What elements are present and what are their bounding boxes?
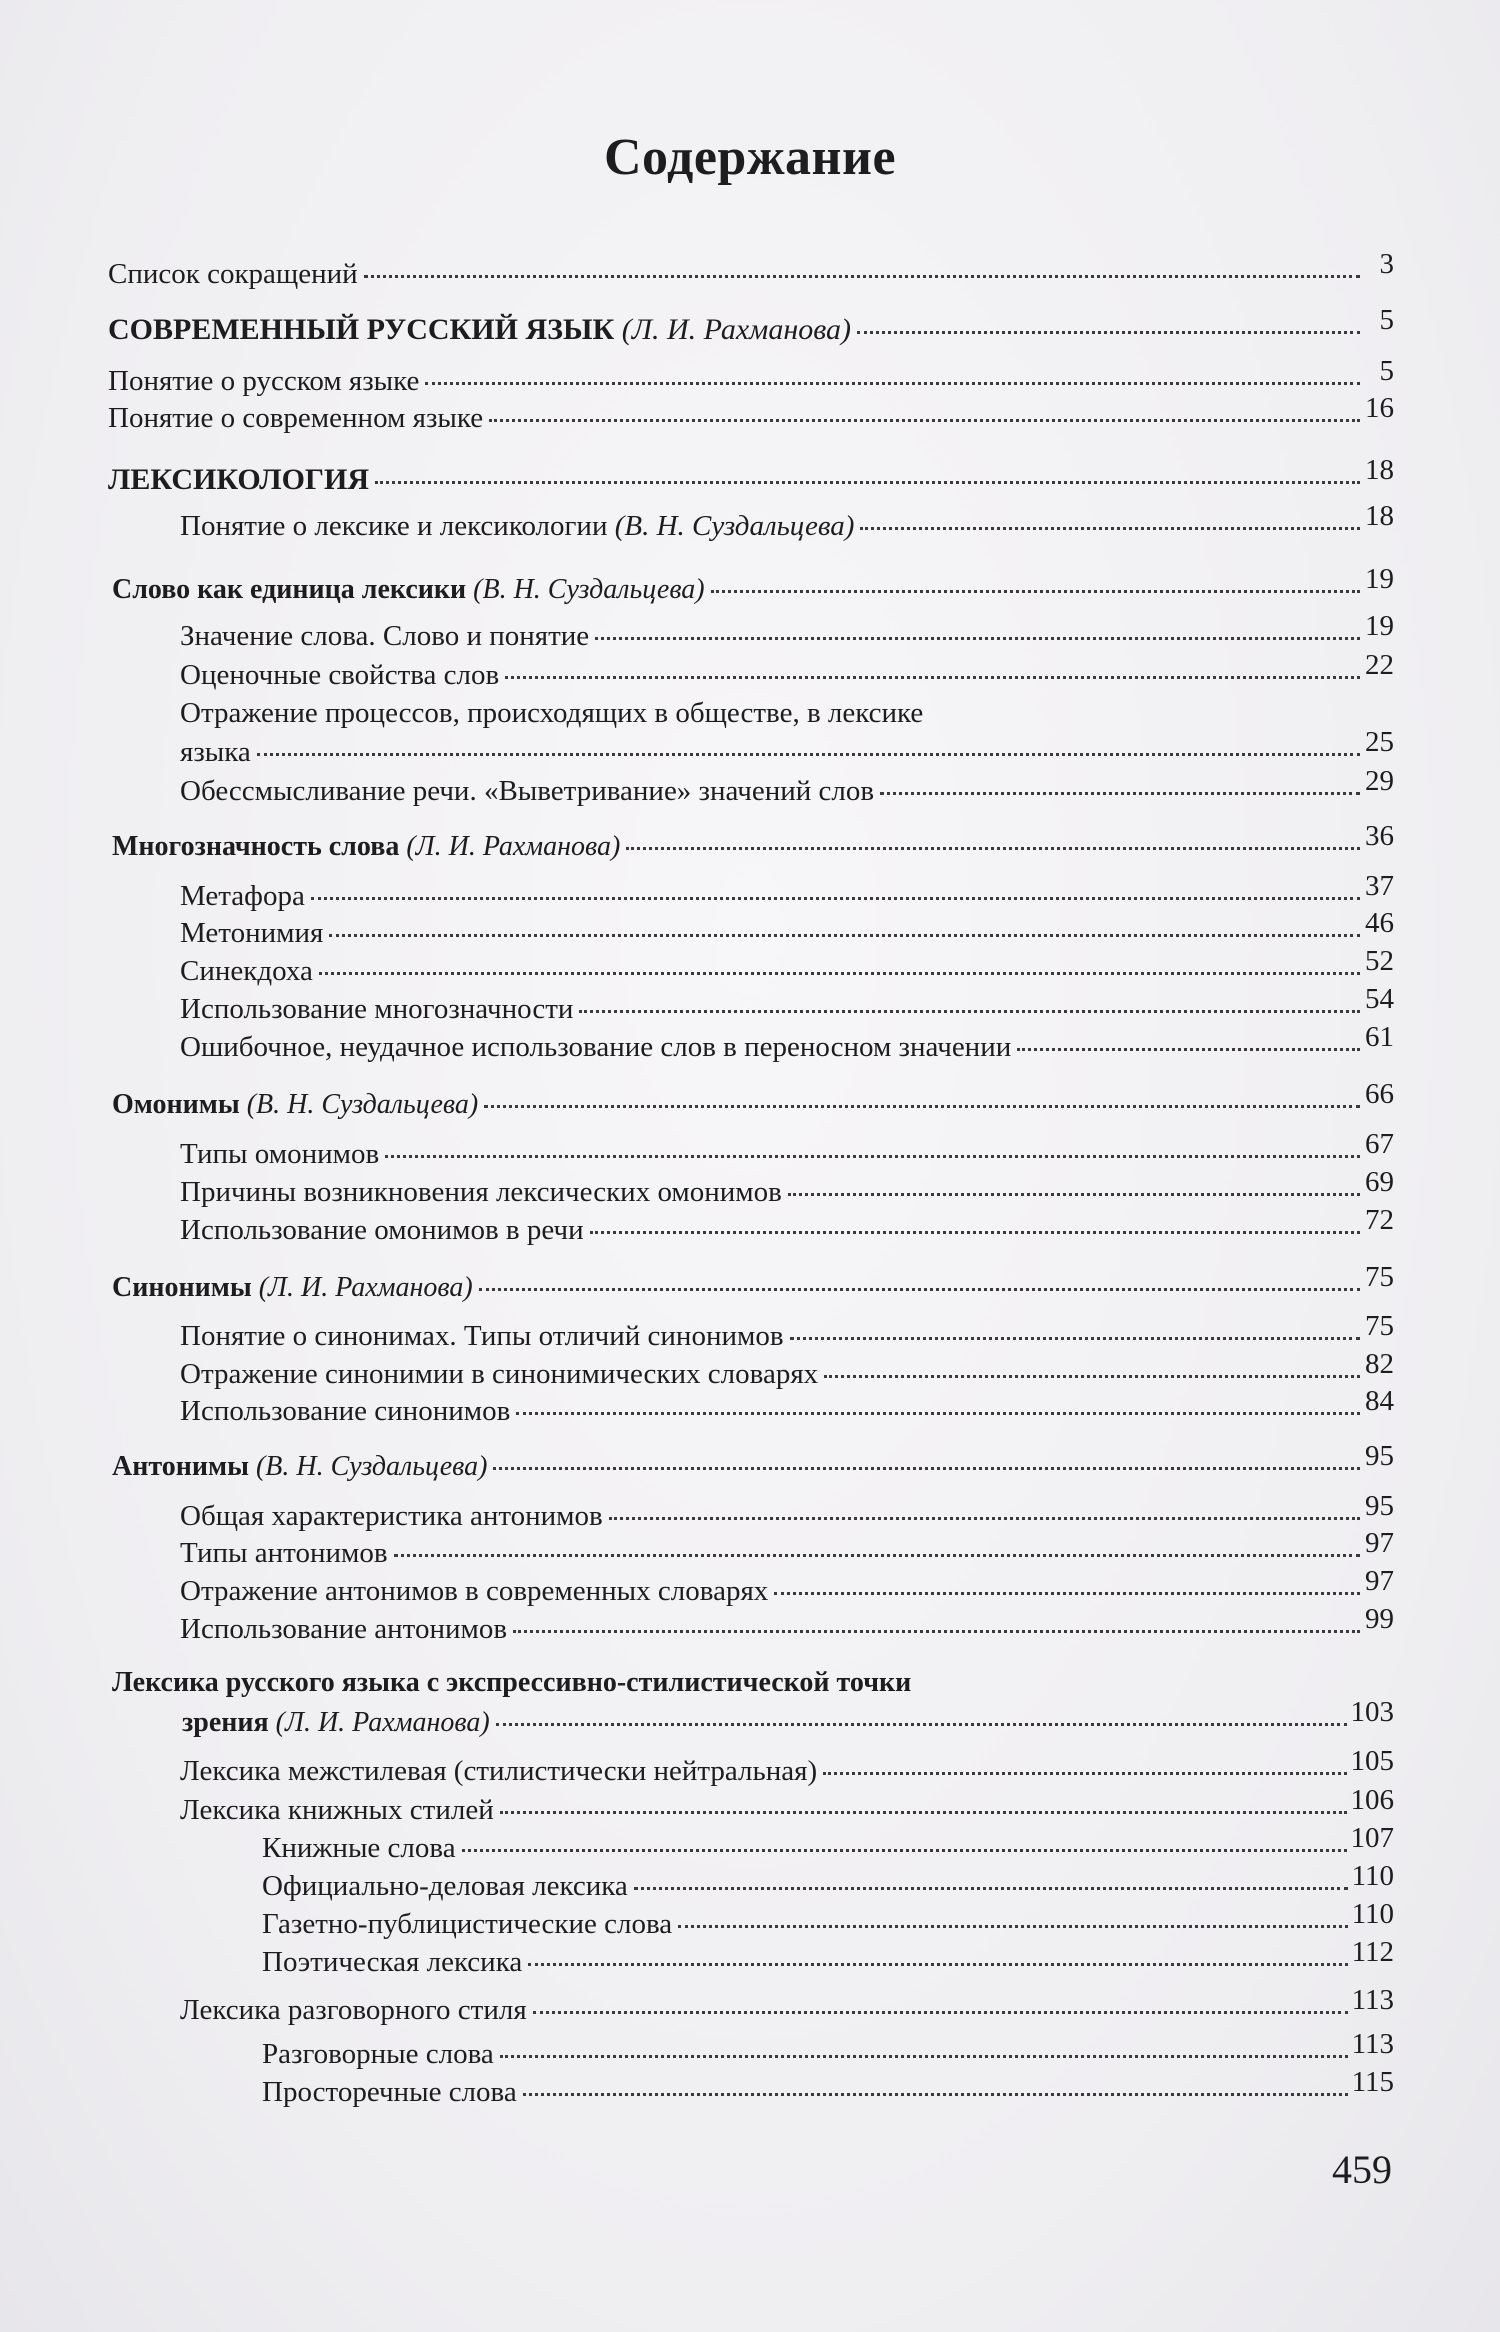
dot-leader (626, 847, 1360, 850)
toc-entry-author: (Л. И. Рахманова) (275, 1707, 490, 1738)
toc-entry-page: 36 (1365, 820, 1394, 852)
dot-leader (364, 275, 1360, 278)
toc-entry-author: (В. Н. Суздальцева) (614, 510, 855, 542)
toc-entry-page: 95 (1365, 1490, 1394, 1522)
toc-entry-title (262, 1834, 456, 1863)
toc-entry-title (108, 465, 369, 495)
dot-leader (319, 972, 1360, 975)
toc-entry-page: 95 (1365, 1440, 1394, 1472)
toc-entry-text: СОВРЕМЕННЫЙ РУССКИЙ ЯЗЫК (108, 313, 615, 346)
toc-entry-text: Типы антонимов (180, 1537, 388, 1569)
dot-leader (1017, 1048, 1360, 1051)
dot-leader (590, 1231, 1360, 1234)
toc-entry-author: (В. Н. Суздальцева) (246, 1089, 479, 1120)
toc-entry[interactable] (180, 1565, 1394, 1607)
toc-entry-title (180, 1615, 507, 1644)
toc-entry-title (180, 919, 323, 948)
toc-entry-page: 18 (1365, 454, 1394, 486)
toc-entry-page: 105 (1350, 1745, 1394, 1777)
dot-leader (479, 1288, 1360, 1291)
toc-entry-page: 54 (1365, 983, 1394, 1015)
toc-entry-title (180, 882, 305, 911)
toc-entry-page: 75 (1365, 1261, 1394, 1293)
toc-entry-title (180, 1996, 527, 2025)
toc-entry[interactable] (262, 1860, 1394, 1902)
toc-entry-page: 46 (1365, 907, 1394, 939)
dot-leader (824, 1375, 1360, 1378)
toc-entry-text: Лексика книжных стилей (180, 1794, 494, 1826)
toc-entry-title (180, 1539, 388, 1568)
toc-entry[interactable] (180, 610, 1394, 652)
toc-entry[interactable] (112, 563, 1394, 605)
toc-entry-page: 107 (1350, 1822, 1394, 1854)
toc-entry-page: 18 (1365, 500, 1394, 532)
toc-entry-text: Многозначность слова (112, 831, 400, 862)
toc-entry[interactable] (180, 1204, 1394, 1246)
toc-entry-title (180, 1577, 768, 1606)
toc-entry-page: 110 (1351, 1860, 1394, 1892)
toc-entry-page: 52 (1365, 945, 1394, 977)
toc-entry-title (112, 1091, 478, 1119)
dot-leader (788, 1193, 1360, 1196)
toc-entry-title (112, 1274, 473, 1302)
dot-leader (311, 897, 1360, 900)
toc-entry-page: 75 (1365, 1310, 1394, 1342)
toc-entry-text: Лексика межстилевая (стилистически нейтральная) (180, 1755, 818, 1787)
dot-leader (484, 1105, 1360, 1108)
dot-leader (500, 1811, 1347, 1814)
toc-entry-title (180, 995, 573, 1024)
dot-leader (774, 1592, 1360, 1595)
toc-entry-title (180, 512, 854, 541)
toc-entry[interactable] (180, 765, 1394, 807)
toc-entry-title (180, 1502, 603, 1531)
dot-leader (489, 419, 1360, 422)
toc-entry-title (112, 833, 620, 861)
toc-entry[interactable] (180, 945, 1394, 987)
toc-entry-text: Лексика разговорного стиля (180, 1994, 527, 2026)
dot-leader (609, 1517, 1360, 1520)
toc-entry-page: 25 (1365, 726, 1394, 758)
toc-entry[interactable] (180, 1784, 1394, 1826)
toc-entry-page: 5 (1379, 355, 1394, 387)
toc-entry-author: (В. Н. Суздальцева) (473, 574, 705, 605)
toc-entry-text: Понятие о современном языке (108, 402, 484, 434)
toc-entry-title (112, 1453, 487, 1481)
toc-entry[interactable] (262, 1822, 1394, 1864)
toc-entry-title (180, 1140, 379, 1169)
toc-entry-title (108, 404, 483, 433)
dot-leader (595, 637, 1360, 640)
toc-entry-text: Официально-деловая лексика (262, 1870, 628, 1902)
toc-entry-page: 22 (1365, 649, 1394, 681)
toc-entry[interactable] (108, 355, 1394, 397)
toc-entry[interactable] (180, 1128, 1394, 1170)
toc-entry-page: 19 (1365, 610, 1394, 642)
toc-entry-page: 115 (1351, 2066, 1394, 2098)
toc-entry[interactable] (180, 1490, 1394, 1532)
toc-entry-text: языка (180, 736, 251, 768)
toc-entry-page: 3 (1379, 248, 1394, 280)
toc-entry-text: Типы омонимов (180, 1138, 380, 1170)
toc-entry[interactable] (180, 1348, 1394, 1390)
toc-entry-page: 72 (1365, 1204, 1394, 1236)
dot-leader (857, 331, 1360, 334)
toc-entry[interactable] (180, 1745, 1394, 1787)
dot-leader (579, 1010, 1360, 1013)
toc-entry[interactable] (182, 1696, 1394, 1738)
toc-entry-text: Книжные слова (262, 1832, 456, 1864)
toc-entry[interactable] (112, 1078, 1394, 1120)
dot-leader (462, 1849, 1347, 1852)
toc-entry[interactable] (180, 500, 1394, 542)
dot-leader (880, 792, 1360, 795)
dot-leader (505, 676, 1360, 679)
toc-entry[interactable] (262, 1898, 1394, 1940)
dot-leader (711, 590, 1360, 593)
toc-entry-title (262, 2078, 517, 2107)
toc-entry-author: (Л. И. Рахманова) (406, 831, 621, 862)
dot-leader (425, 382, 1360, 385)
toc-entry-page: 19 (1365, 563, 1394, 595)
toc-entry[interactable] (108, 304, 1394, 346)
toc-entry-page: 67 (1365, 1128, 1394, 1160)
toc-entry-page: 106 (1350, 1784, 1394, 1816)
toc-entry[interactable] (180, 726, 1394, 768)
toc-entry-title (262, 1872, 628, 1901)
toc-entry-text: Синонимы (112, 1272, 252, 1303)
toc-entry-page: 99 (1365, 1603, 1394, 1635)
toc-entry-text: Использование многозначности (180, 993, 574, 1025)
toc-entry-text: Общая характеристика антонимов (180, 1500, 603, 1532)
dot-leader (513, 1630, 1360, 1633)
dot-leader (493, 1467, 1360, 1470)
toc-entry-page: 61 (1365, 1021, 1394, 1053)
toc-entry[interactable] (180, 983, 1394, 1025)
toc-entry-text: Использование омонимов в речи (180, 1214, 584, 1246)
toc-entry[interactable] (180, 1166, 1394, 1208)
toc-entry-title (180, 1322, 784, 1351)
dot-leader (860, 527, 1360, 530)
toc-entry-title (180, 622, 589, 651)
toc-entry-title (180, 1397, 510, 1426)
toc-entry-title (180, 1796, 494, 1825)
toc-entry[interactable] (180, 1603, 1394, 1645)
toc-entry-title (180, 777, 874, 806)
dot-leader (500, 2055, 1348, 2058)
toc-entry-title (180, 1178, 782, 1207)
toc-entry-page: 37 (1365, 870, 1394, 902)
toc-entry-text: Разговорные слова (262, 2038, 494, 2070)
toc-entry[interactable] (180, 1984, 1394, 2026)
toc-entry-page: 113 (1351, 2028, 1394, 2060)
toc-entry-author: (Л. И. Рахманова) (621, 313, 852, 346)
toc-entry-page: 82 (1365, 1348, 1394, 1380)
toc-entry-text: Слово как единица лексики (112, 574, 467, 605)
toc-entry[interactable] (180, 1310, 1394, 1352)
toc-entry[interactable] (262, 2028, 1394, 2070)
dot-leader (496, 1723, 1347, 1726)
toc-entry[interactable] (108, 392, 1394, 434)
toc-entry-text: Отражение синонимии в синонимических словарях (180, 1358, 819, 1390)
toc-entry[interactable] (112, 1261, 1394, 1303)
dot-leader (823, 1772, 1346, 1775)
toc-entry-page: 5 (1379, 304, 1394, 336)
toc-entry-text: ЛЕКСИКОЛОГИЯ (108, 463, 369, 496)
toc-entry[interactable] (180, 870, 1394, 912)
toc-entry-text: Газетно-публицистические слова (262, 1908, 673, 1940)
toc-entry-page: 103 (1350, 1696, 1394, 1728)
toc-entry[interactable] (180, 649, 1394, 691)
toc-entry-page: 84 (1365, 1385, 1394, 1417)
toc-entry-title (180, 1216, 584, 1245)
dot-leader (678, 1925, 1347, 1928)
toc-entry-text: Понятие о русском языке (108, 365, 420, 397)
toc-entry-title (180, 1033, 1011, 1062)
dot-leader (523, 2093, 1348, 2096)
toc-entry-title (180, 1360, 818, 1389)
dot-leader (634, 1887, 1348, 1890)
toc-entry-text: Отражение антонимов в современных словарях (180, 1575, 769, 1607)
toc-entry-text: Просторечные слова (262, 2076, 517, 2108)
dot-leader (516, 1412, 1360, 1415)
toc-entry-page: 110 (1351, 1898, 1394, 1930)
dot-leader (394, 1554, 1360, 1557)
toc-entry-page: 69 (1365, 1166, 1394, 1198)
toc-entry-text: Список сокращений (108, 258, 358, 290)
toc-entry-text: Значение слова. Слово и понятие (180, 620, 590, 652)
toc-entry-text: зрения (182, 1707, 269, 1738)
toc-entry-page: 97 (1365, 1527, 1394, 1559)
toc-entry-text: Причины возникновения лексических омонимов (180, 1176, 782, 1208)
toc-entry-text: Метафора (180, 880, 305, 912)
toc-entry-title (262, 2040, 494, 2069)
dot-leader (329, 934, 1360, 937)
toc-entry-title (180, 957, 313, 986)
toc-entry-text: Синекдоха (180, 955, 313, 987)
dot-leader (533, 2011, 1348, 2014)
toc-entry-author: (В. Н. Суздальцева) (255, 1451, 488, 1482)
toc-entry-page: 29 (1365, 765, 1394, 797)
toc-entry-text: Ошибочное, неудачное использование слов в переносном значении (180, 1031, 1012, 1063)
toc-entry-title (108, 367, 419, 396)
toc-entry-text: Метонимия (180, 917, 324, 949)
toc-entry-text: Поэтическая лексика (262, 1946, 523, 1978)
toc-entry-title (180, 738, 251, 767)
toc-entry-text: Омонимы (112, 1089, 240, 1120)
toc-entry-title (180, 1757, 817, 1786)
toc-entry-title (108, 315, 851, 345)
toc-entry[interactable] (180, 1385, 1394, 1427)
toc-entry-text: Обессмысливание речи. «Выветривание» значений слов (180, 775, 875, 807)
page-title: Содержание (603, 129, 897, 186)
toc-entry[interactable] (262, 1936, 1394, 1978)
toc-entry-page: 16 (1365, 392, 1394, 424)
toc-entry[interactable] (112, 1440, 1394, 1482)
toc-entry-page: 112 (1351, 1936, 1394, 1968)
toc-entry-title (182, 1709, 490, 1737)
toc-entry-text: Использование синонимов (180, 1395, 511, 1427)
toc-entry-page: 113 (1351, 1984, 1394, 2016)
toc-entry[interactable] (108, 454, 1394, 496)
toc-entry[interactable] (180, 1021, 1394, 1063)
dot-leader (257, 753, 1360, 756)
toc-entry[interactable] (180, 907, 1394, 949)
toc-entry[interactable] (262, 2066, 1394, 2108)
toc-entry-text: Понятие о синонимах. Типы отличий синонимов (180, 1320, 784, 1352)
page-number: 459 (1332, 2147, 1392, 2192)
toc-entry-text: Использование антонимов (180, 1613, 508, 1645)
toc-entry-title (262, 1910, 672, 1939)
toc-entry[interactable] (180, 1527, 1394, 1569)
toc-entry-text: Понятие о лексике и лексикологии (180, 510, 608, 542)
toc-entry-title (180, 661, 499, 690)
dot-leader (375, 481, 1360, 484)
toc-entry-text: Антонимы (112, 1451, 249, 1482)
toc-entry-text: Оценочные свойства слов (180, 659, 500, 691)
dot-leader (528, 1963, 1347, 1966)
toc-entry-title (262, 1948, 522, 1977)
toc-entry-page: 66 (1365, 1078, 1394, 1110)
toc-entry-page: 97 (1365, 1565, 1394, 1597)
toc-entry-author: (Л. И. Рахманова) (258, 1272, 473, 1303)
toc-entry[interactable] (112, 820, 1394, 862)
toc-entry-title-line[interactable]: Отражение процессов, происходящих в обществе, в лексике (180, 697, 924, 729)
toc-entry-title (108, 260, 358, 289)
dot-leader (385, 1155, 1360, 1158)
toc-entry-title (112, 576, 705, 604)
toc-entry-title-line[interactable]: Лексика русского языка с экспрессивно-стилистической точки (112, 1667, 912, 1698)
toc-entry[interactable] (108, 248, 1394, 290)
dot-leader (790, 1337, 1360, 1340)
